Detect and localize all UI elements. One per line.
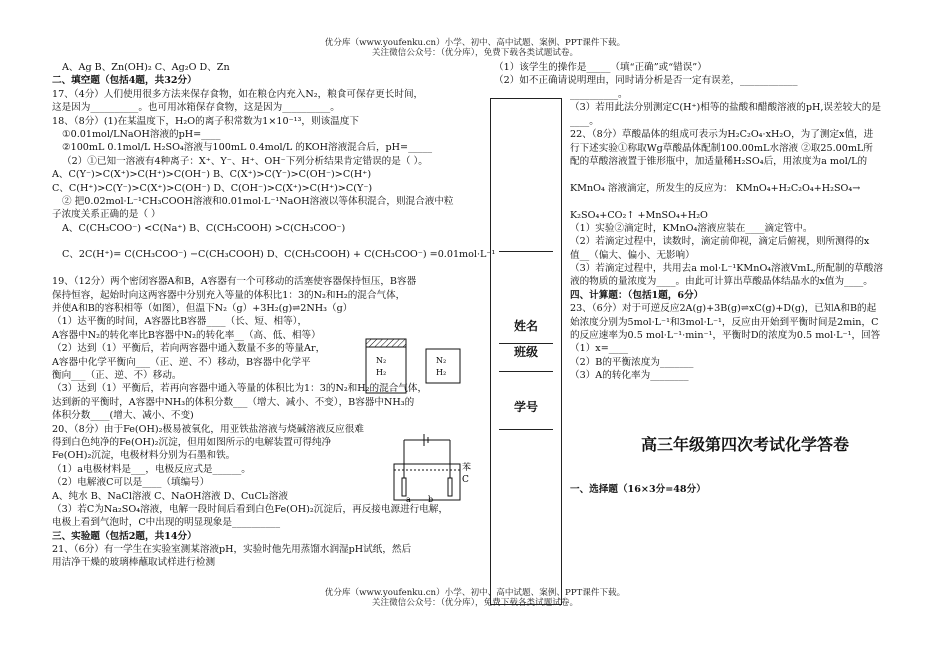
- binding-column: [490, 98, 562, 605]
- left-column-line: 二、填空题（包括4题，共32分）: [52, 75, 197, 87]
- name-label: 姓名: [513, 319, 538, 333]
- left-column-line: C、2C(H⁺)= C(CH₃COO⁻) −C(CH₃COOH) D、C(CH₃COOH) + C(CH₃COO⁻) =0.01mol·L⁻¹: [62, 249, 496, 261]
- left-column-line: 这是因为__________。也可用冰箱保存食物，这是因为__________。: [52, 102, 340, 114]
- right-column-line: __________。: [570, 89, 628, 100]
- left-column-line: [52, 235, 482, 248]
- right-column-line: 四、计算题：（包括1题，6分）: [570, 289, 704, 301]
- right-column-line: （3）A的转化率为________: [570, 370, 689, 382]
- container-diagram: [360, 333, 480, 398]
- right-column-line: 22、（8分）草酸晶体的组成可表示为H₂C₂O₄·xH₂O，为了测定x值，进: [570, 129, 874, 141]
- right-column-line: 液的物质的量浓度为____。由此可计算出草酸晶体结晶水的x值为____。: [570, 276, 873, 288]
- left-column-line: A容器中化学平衡向___（正、逆、不）移动，B容器中化学平: [52, 356, 311, 368]
- footer-line-1: 优分库（www.youfenku.cn）小学、初中、高中试题、案例、PPT课件下载。: [324, 588, 626, 598]
- left-column-line: A、C(Y⁻)>C(X⁺)>C(H⁺)>C(OH⁻) B、C(X⁺)>C(Y⁻)>C(OH⁻)>C(H⁺): [52, 169, 372, 181]
- electrode-a: [402, 478, 406, 496]
- left-column-line: A、纯水 B、NaCl溶液 C、NaOH溶液 D、CuCl₂溶液: [52, 490, 288, 502]
- container-b: [426, 349, 460, 383]
- left-column-line: ②100mL 0.1mol/L H₂SO₄溶液与100mL 0.4mol/L 的KOH溶液混合后，pH=_____: [62, 142, 433, 154]
- container-a-gas-bottom: H₂: [376, 368, 387, 377]
- left-column-line: 20、（8分）由于Fe(OH)₂极易被氧化，用亚铁盐溶液与烧碱溶液反应很难: [52, 423, 364, 435]
- left-column-line: A、Ag B、Zn(OH)₂ C、Ag₂O D、Zn: [62, 62, 230, 73]
- left-column-line: C、C(H⁺)>C(Y⁻)>C(X⁺)>C(OH⁻) D、C(OH⁻)>C(X⁺)>C(H⁺)>C(Y⁻): [52, 182, 373, 194]
- left-column-line: （3）达到（1）平衡后，若再向容器中通入等量的体积比为1：3的N₂和H₂的混合气体，: [52, 383, 428, 395]
- right-column-line: 始浓度分别为5mol·L⁻¹和3mol·L⁻¹，反应由开始到平衡时间是2min，C: [570, 316, 879, 328]
- left-column-line: 并使A和B的容积相等（如图），但温下N₂（g）+3H₂(g)⇌2NH₃（g）: [52, 303, 353, 315]
- right-column-line: K₂SO₄+CO₂↑ +MnSO₄+H₂O: [570, 209, 708, 221]
- left-column-line: 体积分数____(增大、减小、不变): [52, 410, 194, 422]
- container-b-gas-top: N₂: [436, 356, 447, 365]
- right-column-line: [570, 168, 920, 181]
- right-top-questions: [494, 61, 934, 88]
- left-column-line: 电极上看到气泡时，C中出现的明显现象是__________: [52, 517, 280, 529]
- left-column-line: 19、（12分）两个密闭容器A和B，A容器有一个可移动的活塞使容器保持恒压，B容器: [52, 276, 417, 288]
- right-column-line: 23、（6分）对于可逆反应2A(g)+3B(g)⇌xC(g)+D(g)，已知A和B的起: [570, 303, 877, 315]
- footer-line-2: 关注微信公众号：（优分库），免费下载各类试题试卷。: [371, 598, 579, 608]
- electrode-b: [448, 478, 452, 496]
- container-a-gas-top: N₂: [376, 356, 387, 365]
- left-column-line: 18、（8分）(1)在某温度下，H₂O的离子积常数为1×10⁻¹³，则该温度下: [52, 115, 359, 127]
- left-column-line: 三、实验题（包括2题，共14分）: [52, 530, 197, 542]
- right-question-column: [570, 88, 920, 383]
- left-column-line: A、C(CH₃COO⁻) <C(Na⁺) B、C(CH₃COOH) >C(CH₃COO⁻): [62, 222, 346, 234]
- right-column-line: （1）实验②滴定时，KMnO₄溶液应装在____滴定管中。: [570, 222, 813, 234]
- left-column-line: [52, 262, 482, 275]
- left-column-line: 21、（6分）有一学生在实验室测某溶液pH，实验时他先用蒸馏水润湿pH试纸，然后: [52, 544, 412, 556]
- right-column-line: 行下述实验①称取Wg草酸晶体配制100.00mL水溶液 ②取25.00mL所: [570, 142, 873, 154]
- left-column-line: 达到新的平衡时，A容器中NH₃的体积分数___（增大、减小、不变），B容器中NH₃的: [52, 396, 415, 408]
- right-column-line: 值__（偏大、偏小、无影响）: [570, 249, 695, 261]
- left-column-line: 得到白色纯净的Fe(OH)₂沉淀，但用如图所示的电解装置可得纯净: [52, 436, 332, 448]
- left-column-line: （1）达平衡的时间，A容器比B容器____（长、短、相等），: [52, 316, 308, 328]
- right-column-line: KMnO₄ 溶液滴定，所发生的反应为： KMnO₄+H₂C₂O₄+H₂SO₄→: [570, 182, 861, 194]
- right-top-line: （2）如不正确请说明理由，同时请分析是否一定有误差，____________: [494, 75, 798, 87]
- left-column-line: A容器中N₂的转化率比B容器中N₂的转化率__（高、低、相等）: [52, 329, 321, 341]
- benzene-label: 苯: [462, 463, 472, 473]
- right-column-line: [570, 195, 920, 208]
- student-id-label: 学号: [513, 400, 538, 414]
- answer-section-heading: 一、选择题（16×3分=48分）: [570, 484, 706, 495]
- piston: [366, 339, 406, 347]
- left-column-line: （2）①已知一溶液有4种离子：X⁺、Y⁻、H⁺、OH⁻下列分析结果肯定错误的是（ ）。: [62, 155, 428, 167]
- right-top-line: （1）该学生的操作是_____（填“正确”或“错误”）: [494, 62, 707, 73]
- left-column-line: 保持恒容，起始时向这两容器中分别充入等量的体积比1：3的N₂和H₂的混合气体，: [52, 289, 406, 301]
- electrode-a-label: a: [406, 495, 411, 504]
- electrode-b-label: b: [428, 495, 434, 504]
- left-column-line: （2）电解液C可以是____（填编号）: [52, 477, 210, 489]
- right-column-line: （2）若滴定过程中，读数时，滴定前仰视，滴定后俯视，则所测得的x: [570, 236, 870, 248]
- right-column-line: （3）若滴定过程中，共用去a mol·L⁻¹KMnO₄溶液VmL,所配制的草酸溶: [570, 263, 883, 275]
- left-column-line: （1）a电极材料是___，电极反应式是______。: [52, 463, 251, 475]
- left-column-line: 子浓度关系正确的是（ ）: [52, 209, 161, 221]
- right-column-line: （3）若用此法分别测定C(H⁺)相等的盐酸和醋酸溶液的pH,误差较大的是: [570, 102, 881, 114]
- left-column-line: ①0.01mol/LNaOH溶液的pH=____: [62, 128, 221, 140]
- left-column-line: Fe(OH)₂沉淀，电极材料分别为石墨和铁。: [52, 450, 236, 462]
- right-column-line: （2）B的平衡浓度为_______: [570, 356, 694, 368]
- left-column-line: （3）若C为Na₂SO₄溶液，电解一段时间后看到白色Fe(OH)₂沉淀后，再反接电源进行电解，: [52, 503, 449, 515]
- header-line-2: 关注微信公众号：（优分库），免费下载各类试题试卷。: [371, 48, 579, 58]
- class-label: 班级: [513, 345, 538, 359]
- electrolysis-diagram: [390, 432, 472, 504]
- right-column-line: （1）x=____: [570, 343, 628, 355]
- left-column-line: 17、（4分）人们使用很多方法来保存食物，如在粮仓内充入N₂，粮食可保存更长时间，: [52, 88, 424, 100]
- left-column-line: 衡向___（正、逆、不）移动。: [52, 369, 182, 381]
- right-column-line: 配的草酸溶液置于锥形瓶中，加适量稀H₂SO₄后，用浓度为a mol/L的: [570, 155, 868, 167]
- answer-sheet-title: 高三年级第四次考试化学答卷: [640, 435, 849, 454]
- header-line-1: 优分库（www.youfenku.cn）小学、初中、高中试题、案例、PPT课件下载。: [324, 38, 626, 48]
- right-column-line: 的反应速率为0.5 mol·L⁻¹·min⁻¹，平衡时D的浓度为0.5 mol·L⁻¹，回答: [570, 330, 881, 342]
- left-column-line: （2）达到（1）平衡后，若向两容器中通入数量不多的等量Ar，: [52, 343, 326, 355]
- left-column-line: 用洁净干燥的玻璃棒蘸取试样进行检测: [52, 557, 216, 569]
- solution-c-label: C: [462, 475, 469, 485]
- right-column-line: ____。: [570, 115, 599, 127]
- left-column-line: ② 把0.02mol·L⁻¹CH₃COOH溶液和0.01mol·L⁻¹NaOH溶液以等体积混合，则混合液中粒: [62, 195, 454, 207]
- container-b-gas-bottom: H₂: [436, 368, 447, 377]
